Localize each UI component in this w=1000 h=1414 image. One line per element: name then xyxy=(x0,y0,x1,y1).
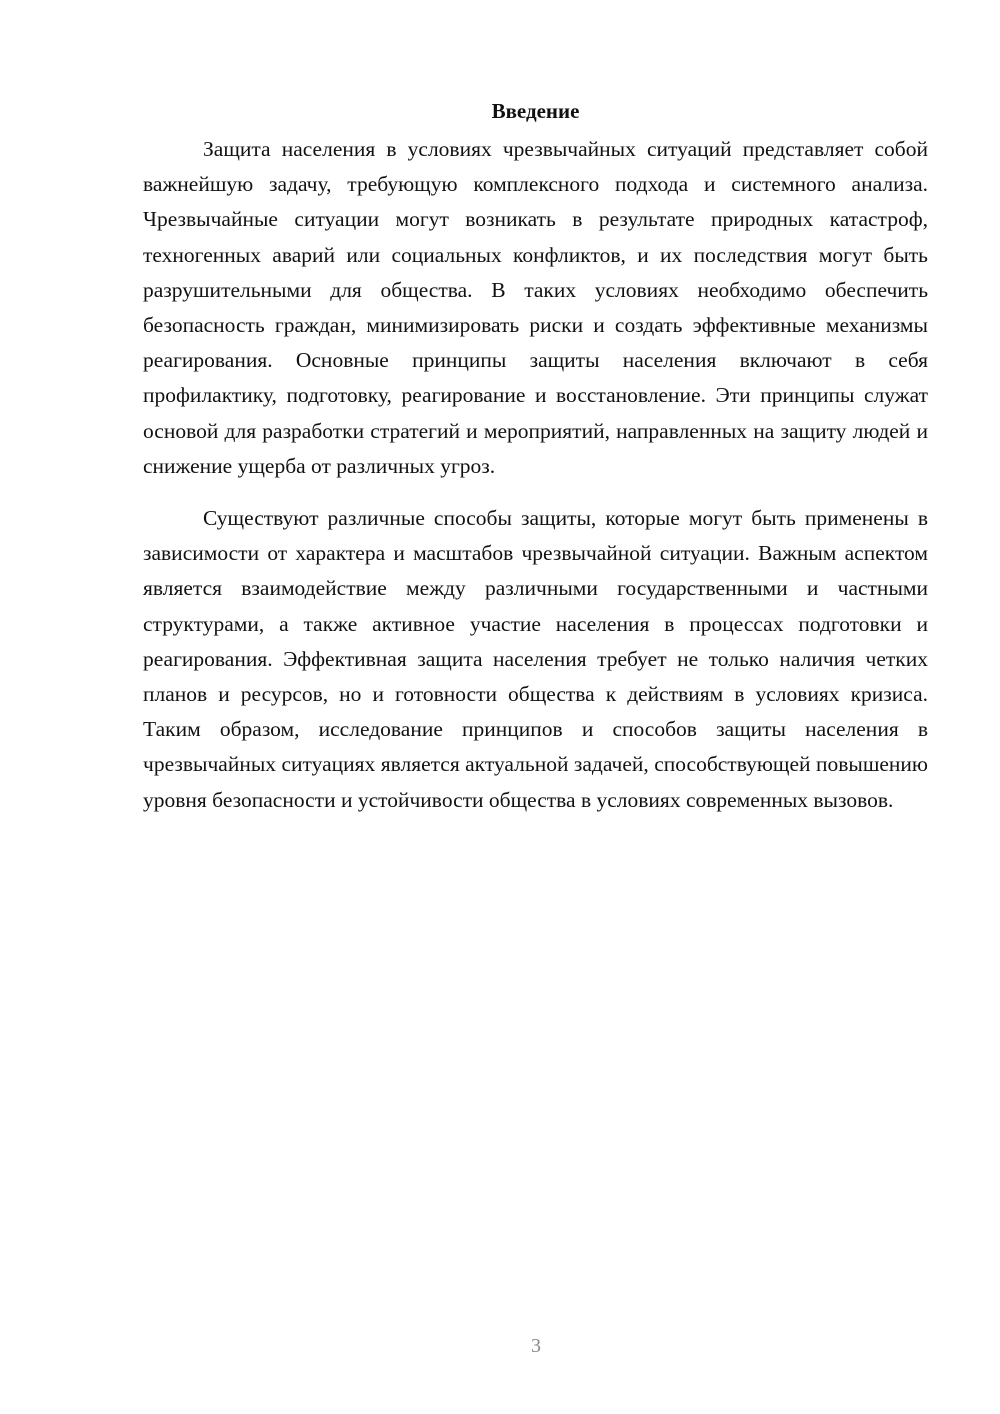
page-content xyxy=(143,96,928,818)
paragraph-2: Существуют различные способы защиты, которые могут быть применены в зависимости от характера и масштабов чрезвычайной ситуации. Важным аспектом является взаимодействие между различными государственными и частными структурами, а также активное участие населения в процессах подготовки и реагирования. Эффективная защита населения требует не только наличия четких планов и ресурсов, но и готовности общества к действиям в условиях кризиса. Таким образом, исследование принципов и способов защиты населения в чрезвычайных ситуациях является актуальной задачей, способствующей повышению уровня безопасности и устойчивости общества в условиях современных вызовов. xyxy=(143,506,928,812)
section-heading: Введение xyxy=(491,99,580,123)
page-number: 3 xyxy=(531,1335,541,1357)
paragraph-1: Защита населения в условиях чрезвычайных ситуаций представляет собой важнейшую задачу, требующую комплексного подхода и системного анализа. Чрезвычайные ситуации могут возникать в результате природных катастроф, техногенных аварий или социальных конфликтов, и их последствия могут быть разрушительными для общества. В таких условиях необходимо обеспечить безопасность граждан, минимизировать риски и создать эффективные механизмы реагирования. Основные принципы защиты населения включают в себя профилактику, подготовку, реагирование и восстановление. Эти принципы служат основой для разработки стратегий и мероприятий, направленных на защиту людей и снижение ущерба от различных угроз. xyxy=(143,137,928,478)
